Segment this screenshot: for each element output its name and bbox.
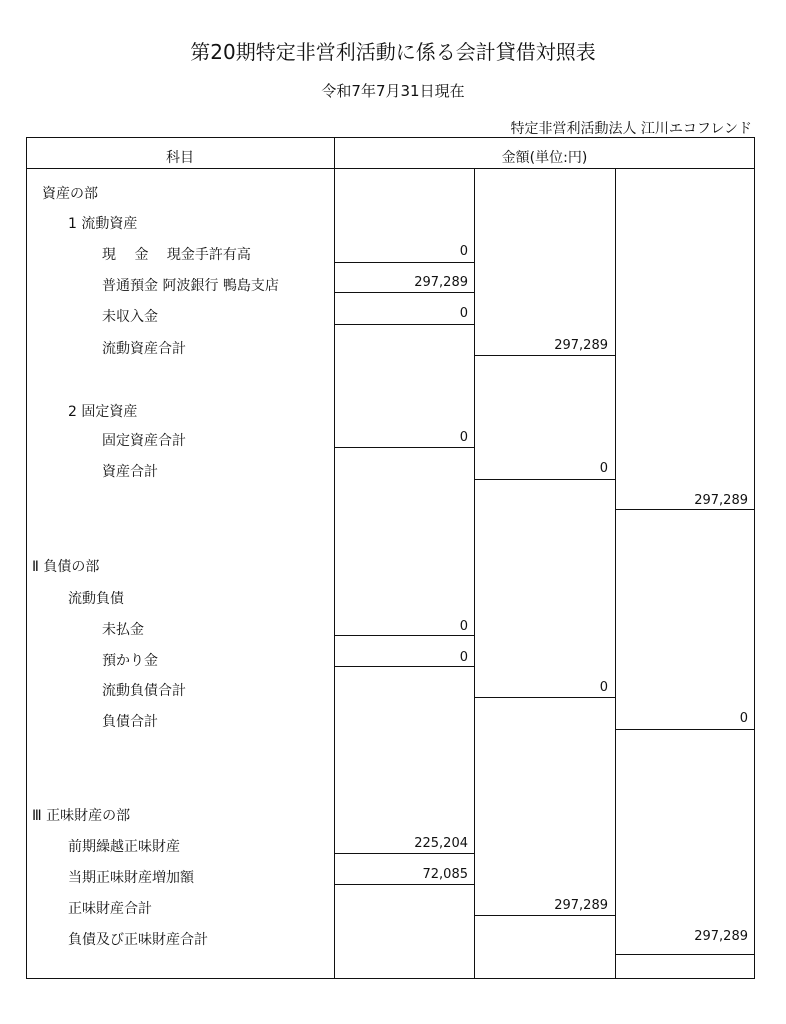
liabilities-total-value: 0 <box>739 711 748 726</box>
amount-underline <box>474 697 615 698</box>
liabilities-total-label: 負債合計 <box>102 714 158 730</box>
assets-section-heading: 資産の部 <box>42 186 98 202</box>
fixed-assets-total-value: 0 <box>459 430 468 445</box>
amount-underline <box>474 915 615 916</box>
amount-underline <box>615 729 755 730</box>
header-divider <box>26 168 755 169</box>
amount-underline <box>334 262 474 263</box>
assets-total-label: 資産合計 <box>102 464 158 480</box>
accrued-value: 0 <box>459 619 468 634</box>
current-liabilities-total-value: 0 <box>599 680 608 695</box>
current-assets-heading: 1 流動資産 <box>68 216 138 232</box>
prior-net-assets-value: 225,204 <box>414 836 468 851</box>
liabilities-and-net-total-label: 負債及び正味財産合計 <box>68 932 208 948</box>
col-divider-1 <box>474 168 475 979</box>
fixed-assets-total-label: 固定資産合計 <box>102 433 186 449</box>
amount-underline <box>615 509 755 510</box>
amount-underline <box>334 324 474 325</box>
receivable-value: 0 <box>459 306 468 321</box>
current-assets-total-label: 流動資産合計 <box>102 341 186 357</box>
net-assets-total-label: 正味財産合計 <box>68 901 152 917</box>
report-date: 令和7年7月31日現在 <box>321 82 465 100</box>
assets-total-value: 0 <box>599 461 608 476</box>
net-assets-section-heading: Ⅲ 正味財産の部 <box>32 808 131 824</box>
net-assets-total-value: 297,289 <box>554 898 608 913</box>
net-increase-label: 当期正味財産増加額 <box>68 870 194 886</box>
accrued-label: 未払金 <box>102 622 144 638</box>
deposit-label: 普通預金 阿波銀行 鴨島支店 <box>102 278 279 294</box>
liabilities-and-net-total-value: 297,289 <box>694 929 748 944</box>
fixed-assets-heading: 2 固定資産 <box>68 404 138 420</box>
deposits-received-label: 預かり金 <box>102 653 158 669</box>
organization-name: 特定非営利活動法人 江川エコフレンド <box>510 121 752 137</box>
deposits-received-value: 0 <box>459 650 468 665</box>
net-increase-value: 72,085 <box>422 867 468 882</box>
prior-net-assets-label: 前期繰越正味財産 <box>68 839 180 855</box>
col-divider-2 <box>615 168 616 979</box>
document-title: 第20期特定非営利活動に係る会計貸借対照表 <box>190 40 596 64</box>
liabilities-section-heading: Ⅱ 負債の部 <box>32 559 100 575</box>
subject-column-header: 科目 <box>166 150 194 166</box>
assets-grand-total-value: 297,289 <box>694 493 748 508</box>
cash-value: 0 <box>459 244 468 259</box>
bottom-cell-line <box>615 954 755 955</box>
cash-label: 現 金 現金手許有高 <box>102 247 251 263</box>
deposit-value: 297,289 <box>414 275 468 290</box>
amount-underline <box>334 447 474 448</box>
amount-underline <box>474 479 615 480</box>
current-liabilities-heading: 流動負債 <box>68 591 124 607</box>
amount-column-header: 金額(単位:円) <box>501 150 588 166</box>
amount-underline <box>334 853 474 854</box>
amount-underline <box>474 355 615 356</box>
amount-underline <box>334 666 474 667</box>
amount-underline <box>334 884 474 885</box>
amount-underline <box>334 635 474 636</box>
current-assets-total-value: 297,289 <box>554 338 608 353</box>
amount-underline <box>334 292 474 293</box>
receivable-label: 未収入金 <box>102 309 158 325</box>
current-liabilities-total-label: 流動負債合計 <box>102 683 186 699</box>
